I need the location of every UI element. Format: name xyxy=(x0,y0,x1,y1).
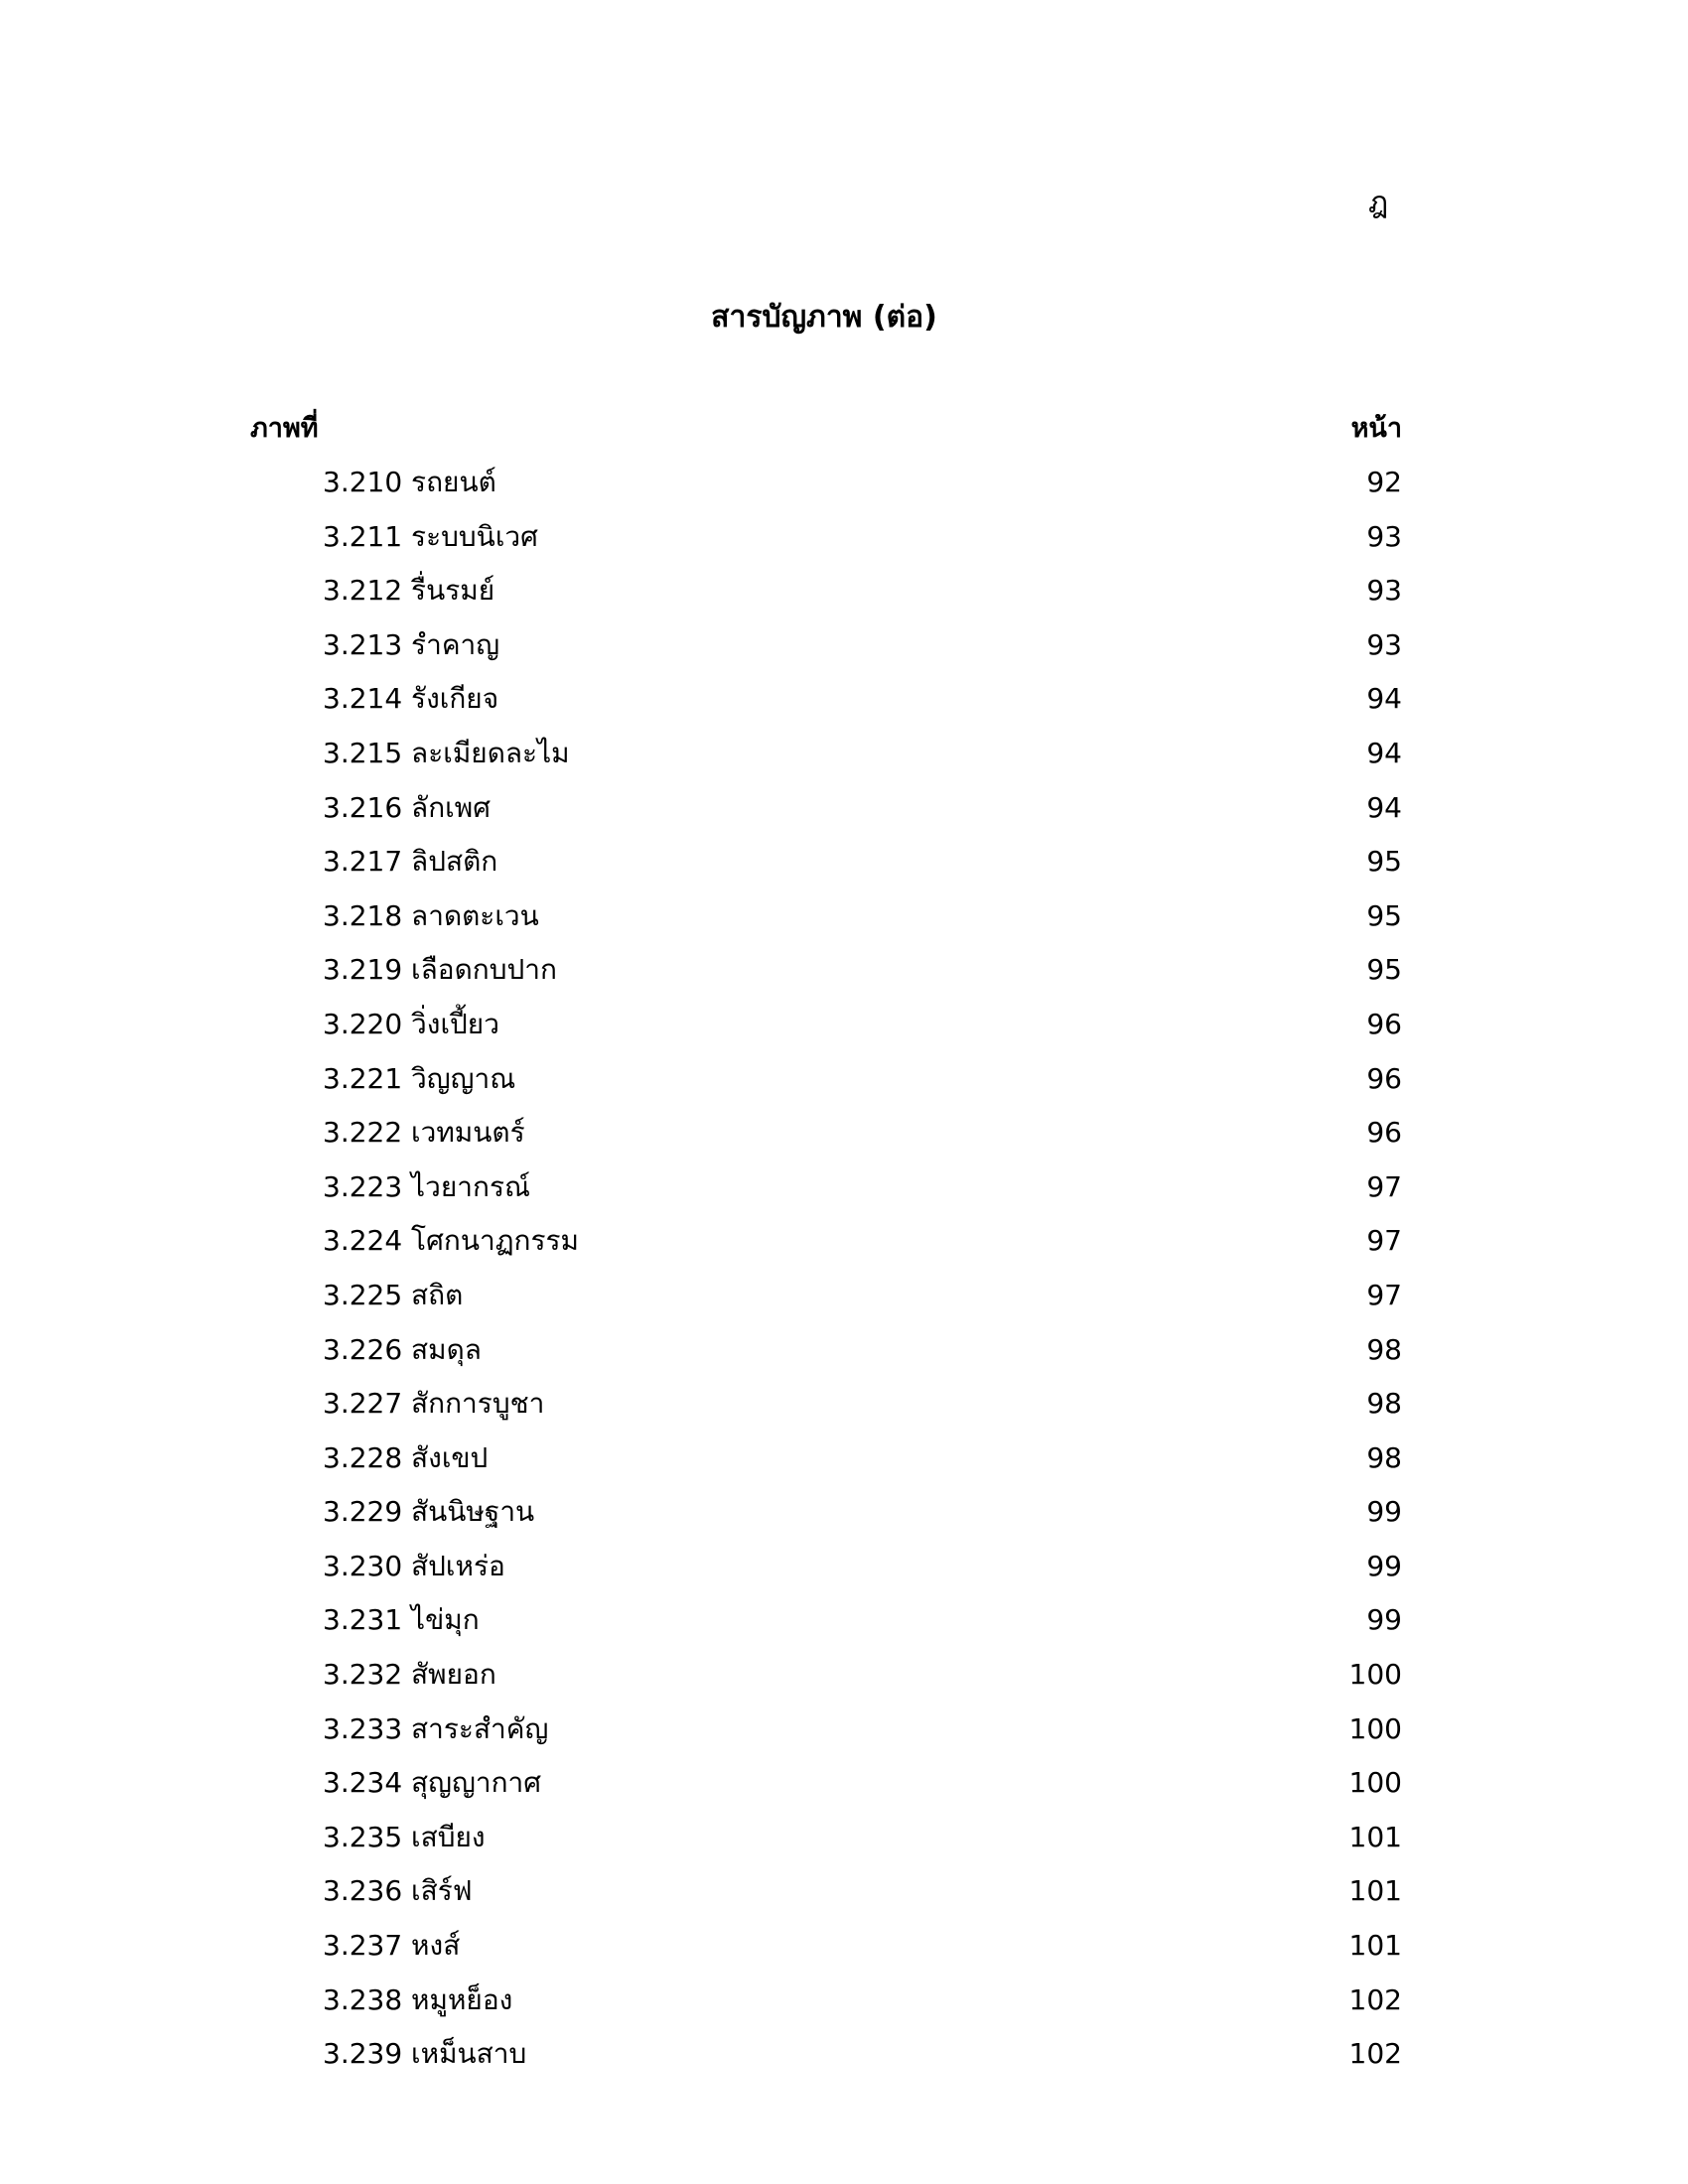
list-item xyxy=(323,1598,1402,1653)
figure-page: 98 xyxy=(1366,1332,1402,1366)
list-item xyxy=(323,2032,1402,2087)
list-item xyxy=(323,515,1402,570)
list-item xyxy=(323,1761,1402,1816)
figure-label: 3.218 ลาดตะเวน xyxy=(323,898,539,932)
list-item xyxy=(323,1328,1402,1383)
figure-label: 3.215 ละเมียดละไม xyxy=(323,736,570,769)
figure-label: 3.219 เลือดกบปาก xyxy=(323,953,557,987)
list-item xyxy=(323,1924,1402,1979)
figure-page: 98 xyxy=(1366,1440,1402,1474)
figure-list xyxy=(323,461,1402,2087)
list-item xyxy=(323,1816,1402,1870)
list-item xyxy=(323,1545,1402,1599)
figure-label: 3.229 สันนิษฐาน xyxy=(323,1495,535,1529)
figure-label: 3.223 ไวยากรณ์ xyxy=(323,1169,530,1203)
list-item xyxy=(323,894,1402,949)
figure-page: 97 xyxy=(1366,1278,1402,1311)
figure-page: 97 xyxy=(1366,1224,1402,1258)
figure-page: 102 xyxy=(1348,2037,1402,2071)
figure-label: 3.222 เวทมนตร์ xyxy=(323,1116,525,1150)
figure-label: 3.230 สัปเหร่อ xyxy=(323,1549,505,1582)
figure-label: 3.220 วิ่งเปี้ยว xyxy=(323,1007,499,1040)
figure-page: 93 xyxy=(1366,627,1402,661)
list-item xyxy=(323,1707,1402,1762)
figure-page: 97 xyxy=(1366,1169,1402,1203)
page-column-header: หน้า xyxy=(1350,413,1402,444)
figure-page: 101 xyxy=(1348,1820,1402,1853)
figure-label: 3.231 ไข่มุก xyxy=(323,1603,480,1637)
figure-page: 100 xyxy=(1348,1658,1402,1692)
figure-page: 93 xyxy=(1366,519,1402,553)
figure-page: 96 xyxy=(1366,1061,1402,1095)
figure-page: 95 xyxy=(1366,898,1402,932)
list-item xyxy=(323,840,1402,894)
figure-label: 3.217 ลิปสติก xyxy=(323,845,498,879)
list-item xyxy=(323,461,1402,515)
list-item xyxy=(323,1653,1402,1707)
list-item xyxy=(323,1111,1402,1165)
figure-page: 101 xyxy=(1348,1874,1402,1908)
figure-page: 94 xyxy=(1366,790,1402,824)
figure-page: 93 xyxy=(1366,574,1402,608)
list-item xyxy=(323,1219,1402,1274)
figure-label: 3.239 เหม็นสาบ xyxy=(323,2037,527,2071)
list-item xyxy=(323,677,1402,732)
figure-label: 3.233 สาระสำคัญ xyxy=(323,1711,549,1745)
list-item xyxy=(323,1165,1402,1220)
figure-label: 3.227 สักการบูชา xyxy=(323,1387,545,1421)
figure-page: 99 xyxy=(1366,1549,1402,1582)
figure-page: 100 xyxy=(1348,1766,1402,1800)
list-item xyxy=(323,569,1402,623)
figure-column-header: ภาพที่ xyxy=(250,413,319,444)
figure-page: 96 xyxy=(1366,1007,1402,1040)
figure-label: 3.234 สุญญากาศ xyxy=(323,1766,542,1800)
figure-label: 3.210 รถยนต์ xyxy=(323,466,496,498)
figure-label: 3.211 ระบบนิเวศ xyxy=(323,519,538,553)
list-item xyxy=(323,1869,1402,1924)
figure-label: 3.228 สังเขป xyxy=(323,1440,489,1474)
list-item xyxy=(323,1057,1402,1112)
figure-label: 3.212 รื่นรมย์ xyxy=(323,574,495,608)
figure-page: 102 xyxy=(1348,1982,1402,2016)
list-item xyxy=(323,1436,1402,1491)
figure-label: 3.235 เสบียง xyxy=(323,1820,486,1853)
list-item xyxy=(323,1382,1402,1436)
list-item xyxy=(323,948,1402,1003)
figure-page: 94 xyxy=(1366,736,1402,769)
column-headers xyxy=(250,407,1402,451)
figure-page: 101 xyxy=(1348,1929,1402,1963)
figure-label: 3.232 สัพยอก xyxy=(323,1658,496,1692)
figure-label: 3.237 หงส์ xyxy=(323,1929,461,1963)
figure-label: 3.225 สถิต xyxy=(323,1278,464,1311)
page-title: สารบัญภาพ (ต่อ) xyxy=(711,300,937,335)
figure-label: 3.213 รำคาญ xyxy=(323,627,500,661)
figure-page: 96 xyxy=(1366,1116,1402,1150)
list-item xyxy=(323,1274,1402,1328)
figure-page: 92 xyxy=(1366,466,1402,498)
figure-label: 3.216 ลักเพศ xyxy=(323,790,491,824)
list-item xyxy=(323,623,1402,678)
list-item xyxy=(323,1490,1402,1545)
figure-label: 3.238 หมูหย็อง xyxy=(323,1982,513,2016)
figure-label: 3.221 วิญญาณ xyxy=(323,1061,516,1095)
figure-page: 100 xyxy=(1348,1711,1402,1745)
figure-page: 95 xyxy=(1366,845,1402,879)
page-number: ฎ xyxy=(1368,186,1389,220)
figure-label: 3.214 รังเกียจ xyxy=(323,682,499,716)
figure-page: 99 xyxy=(1366,1495,1402,1529)
figure-label: 3.226 สมดุล xyxy=(323,1332,482,1366)
list-item xyxy=(323,1003,1402,1057)
figure-page: 99 xyxy=(1366,1603,1402,1637)
figure-label: 3.236 เสิร์ฟ xyxy=(323,1874,473,1908)
figure-label: 3.224 โศกนาฏกรรม xyxy=(323,1224,579,1258)
list-item xyxy=(323,732,1402,786)
figure-page: 98 xyxy=(1366,1387,1402,1421)
list-item xyxy=(323,786,1402,841)
figure-page: 95 xyxy=(1366,953,1402,987)
list-item xyxy=(323,1979,1402,2033)
figure-page: 94 xyxy=(1366,682,1402,716)
